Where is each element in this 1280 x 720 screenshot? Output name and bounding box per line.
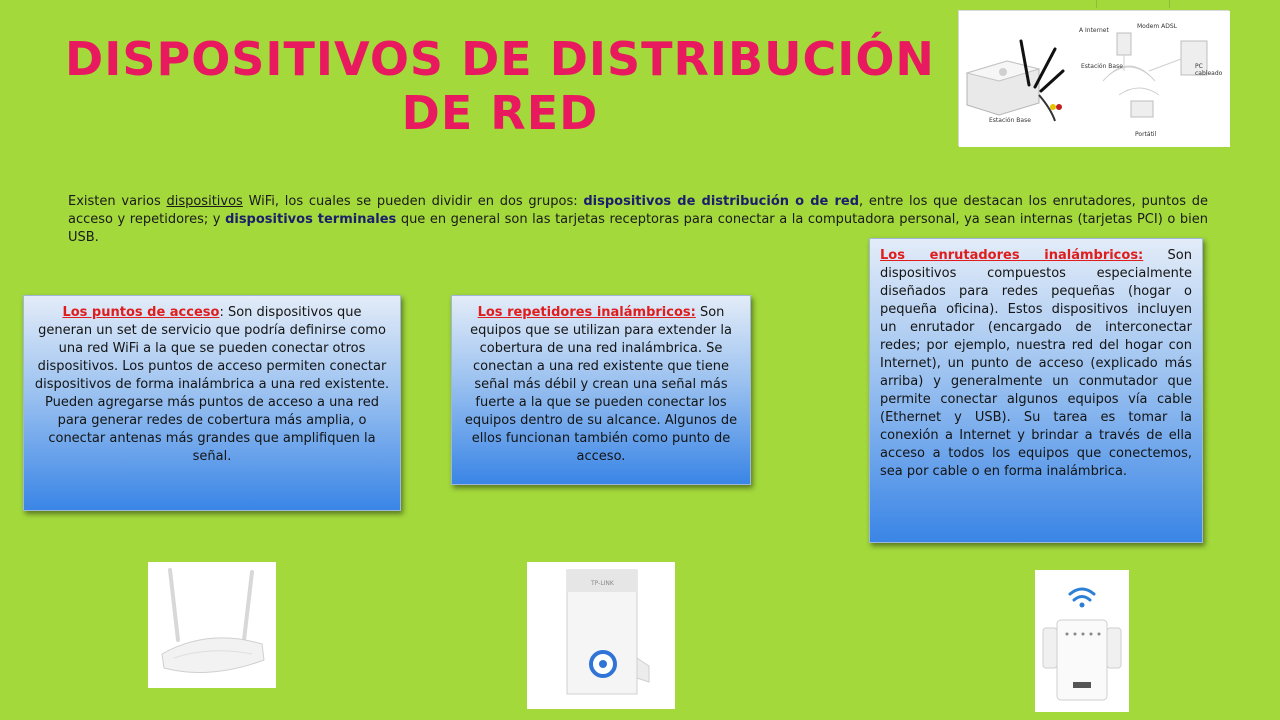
- router-image: [1035, 570, 1129, 712]
- diagram-label-base-2: Estación Base: [989, 117, 1031, 124]
- card-body: Son dispositivos compuestos especialmente diseñados para redes pequeñas (hogar o pequeña oficina). Estos dispositivos incluyen un enrutador (encargado de interconectar redes; por ejemplo, nuestra red del hogar con Internet), un punto de acceso (explicado más arriba) y generalmente un conmutador que permite conectar algunos equipos vía cable (Ethernet y USB). Su tarea es tomar la conexión a Internet y brindar a través de ella acceso a todos los equipos que conectemos, sea por cable o en forma inalámbrica.: [880, 248, 1193, 479]
- top-divider: [1169, 0, 1170, 8]
- intro-text: Existen varios: [68, 194, 167, 209]
- intro-text: WiFi, los cuales se pueden dividir en dos grupos:: [242, 194, 584, 209]
- card-body: : Son dispositivos que generan un set de servicio que podría definirse como una red WiFi a la que se pueden conectar otros dispositivos. Los puntos de acceso permiten conectar dispositivos de forma inalámbrica a una red existente. Pueden agregarse más puntos de acceso a una red para generar redes de cobertura más amplia, o conectar antenas más grandes que amplifiquen la señal.: [34, 305, 390, 464]
- card-heading: Los puntos de acceso: [62, 305, 220, 320]
- intro-text: que en general son las tarjetas receptoras para conectar a la computadora personal, ya sean internas (tarjetas PCI) o bien USB.: [68, 212, 1208, 245]
- title-line-1: DISPOSITIVOS DE DISTRIBUCIÓN: [65, 32, 935, 86]
- repeater-image: [527, 562, 675, 709]
- intro-text: , entre los que destacan los enrutadores, puntos de acceso y repetidores; y: [68, 194, 1209, 227]
- card-repeaters: [451, 295, 751, 485]
- card-access-points: [23, 295, 401, 511]
- page-title: [50, 32, 950, 140]
- intro-bold-distribucion: dispositivos de distribución o de red: [583, 194, 860, 209]
- intro-link-dispositivos[interactable]: dispositivos: [166, 194, 243, 209]
- card-body: Son equipos que se utilizan para extender la cobertura de una red inalámbrica. Se conectan a una red existente que tiene señal más débil y crean una señal más fuerte a la que se pueden conectar los equipos dentro de su alcance. Algunos de ellos funcionan también como punto de acceso.: [464, 305, 738, 464]
- access-point-image: [148, 562, 276, 688]
- access-point-graphic: [148, 562, 276, 688]
- card-routers: [869, 238, 1203, 543]
- card-heading: Los repetidores inalámbricos:: [477, 305, 696, 320]
- diagram-label-internet: A Internet: [1079, 27, 1109, 34]
- diagram-label-base: Estación Base: [1081, 63, 1123, 70]
- diagram-label-modem: Modem ADSL: [1137, 23, 1177, 30]
- intro-bold-terminales: dispositivos terminales: [225, 212, 397, 227]
- title-line-2: DE RED: [401, 86, 599, 140]
- top-divider: [1096, 0, 1097, 8]
- diagram-label-portatil: Portátil: [1135, 131, 1157, 138]
- repeater-brand-label: TP-LINK: [591, 580, 614, 587]
- router-graphic: [1035, 570, 1129, 712]
- card-heading: Los enrutadores inalámbricos:: [880, 248, 1144, 263]
- diagram-label-pc: PC cableado: [1195, 63, 1223, 77]
- wifi-icon: [1070, 589, 1094, 600]
- network-diagram-image: [958, 10, 1229, 146]
